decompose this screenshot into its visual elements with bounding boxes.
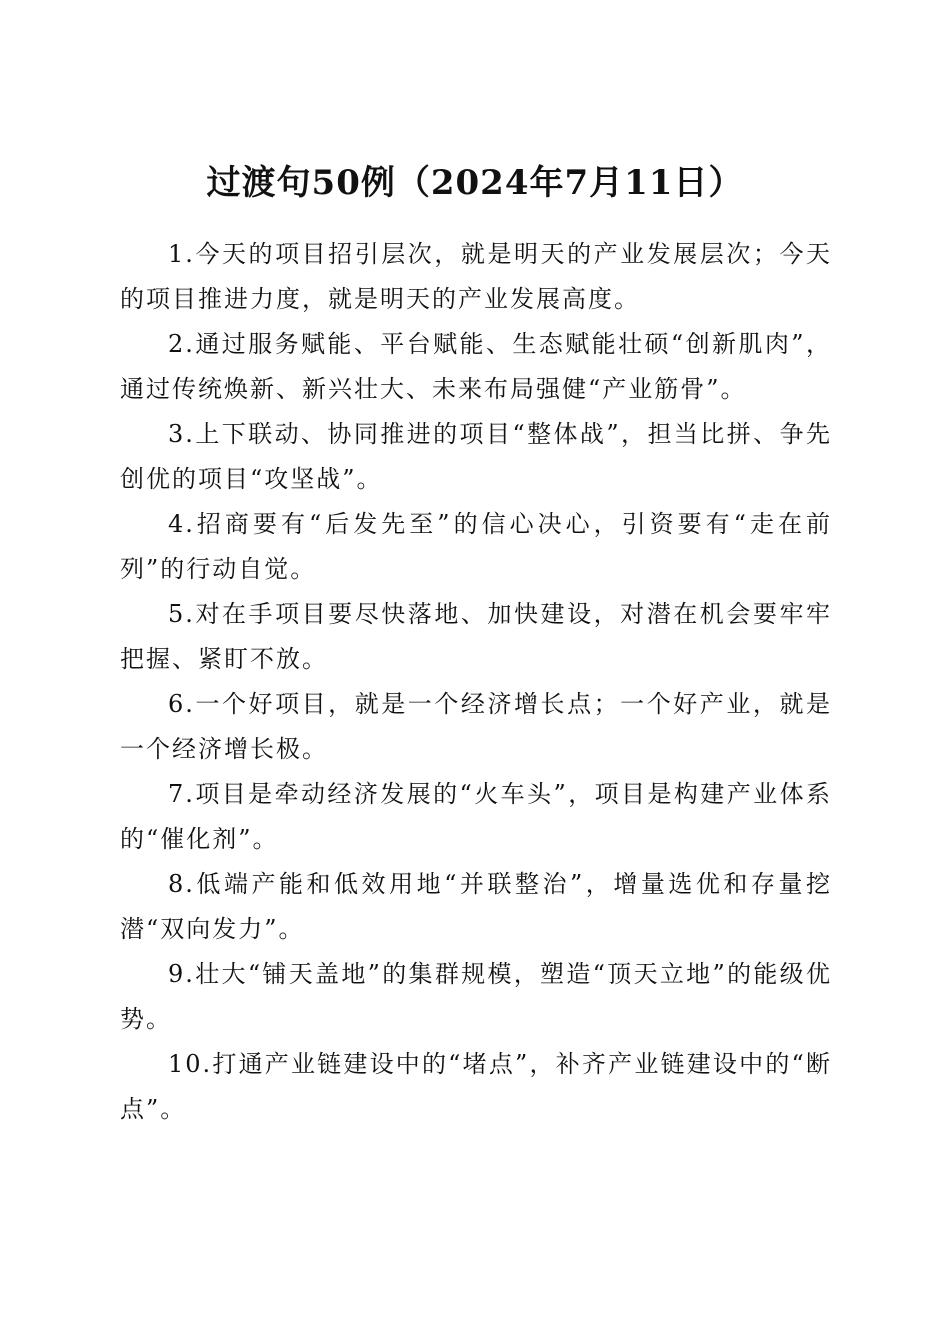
list-item: 7.项目是牵动经济发展的“火车头”，项目是构建产业体系的“催化剂”。: [120, 780, 832, 853]
list-item: 9.壮大“铺天盖地”的集群规模，塑造“顶天立地”的能级优势。: [120, 960, 832, 1033]
document-title: 过渡句50例（2024年7月11日）: [206, 162, 744, 203]
list-item: 3.上下联动、协同推进的项目“整体战”，担当比拼、争先创优的项目“攻坚战”。: [120, 420, 832, 493]
document-body: [120, 232, 832, 1132]
list-item: 4.招商要有“后发先至”的信心决心，引资要有“走在前列”的行动自觉。: [120, 510, 832, 583]
list-item: 2.通过服务赋能、平台赋能、生态赋能壮硕“创新肌肉”，通过传统焕新、新兴壮大、未来布局强健“产业筋骨”。: [120, 330, 832, 403]
list-item: 6.一个好项目，就是一个经济增长点；一个好产业，就是一个经济增长极。: [120, 690, 832, 763]
list-item: 8.低端产能和低效用地“并联整治”，增量选优和存量挖潜“双向发力”。: [120, 870, 832, 943]
list-item: 1.今天的项目招引层次，就是明天的产业发展层次；今天的项目推进力度，就是明天的产业发展高度。: [120, 240, 832, 313]
list-item: 10.打通产业链建设中的“堵点”，补齐产业链建设中的“断点”。: [120, 1050, 832, 1123]
list-item: 5.对在手项目要尽快落地、加快建设，对潜在机会要牢牢把握、紧盯不放。: [120, 600, 832, 673]
